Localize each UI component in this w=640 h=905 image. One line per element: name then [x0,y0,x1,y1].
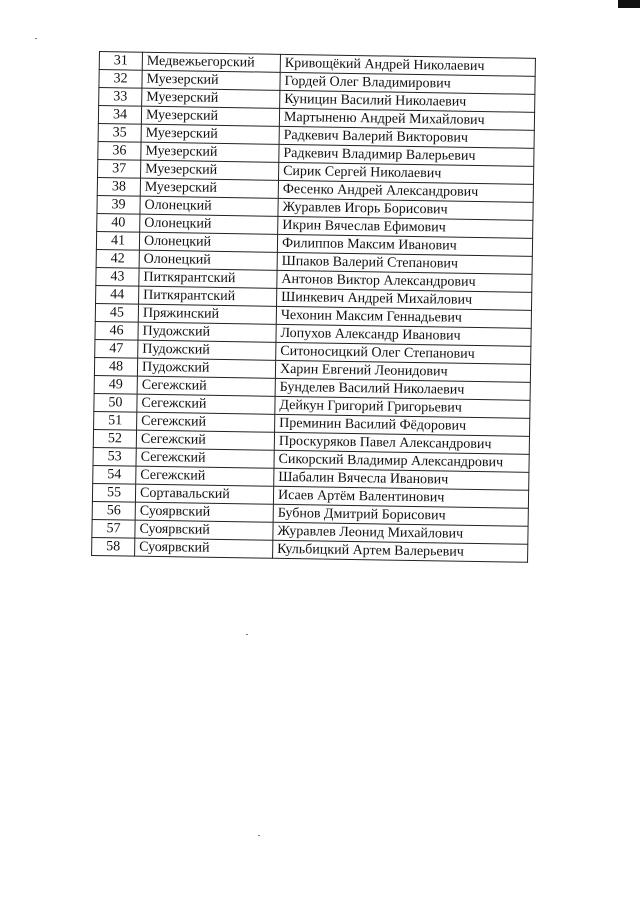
person-name-cell: Фесенко Андрей Александрович [278,180,533,202]
row-number-cell: 48 [94,357,137,376]
row-number-cell: 44 [96,285,139,304]
row-number-cell: 46 [95,321,138,340]
district-cell: Пудожский [138,340,276,360]
person-name-cell: Кривощёкий Андрей Николаевич [280,54,535,76]
district-cell: Медвежьегорский [142,52,280,72]
row-number-cell: 58 [92,537,135,556]
person-name-cell: Антонов Виктор Александрович [277,270,532,292]
person-name-cell: Сикорский Владимир Александрович [274,450,529,472]
row-number-cell: 39 [97,195,140,214]
row-number-cell: 55 [92,483,135,502]
row-number-cell: 34 [98,106,141,125]
row-number-cell: 43 [96,267,139,286]
row-number-cell: 57 [92,519,135,538]
district-cell: Питкярантский [139,286,277,306]
person-name-cell: Ситоносицкий Олег Степанович [276,342,531,364]
row-number-cell: 42 [96,249,139,268]
scan-speck [246,634,248,635]
row-number-cell: 51 [94,411,137,430]
district-cell: Пряжинский [138,304,276,324]
person-name-cell: Лопухов Александр Иванович [276,324,531,346]
row-number-cell: 37 [98,159,141,178]
person-name-cell: Куницин Василий Николаевич [280,90,535,112]
district-cell: Пудожский [137,358,275,378]
person-name-cell: Шинкевич Андрей Михайлович [277,288,532,310]
district-cell: Олонецкий [140,214,278,234]
person-name-cell: Бунделев Василий Николаевич [275,378,530,400]
table-body [92,52,536,563]
person-name-cell: Проскуряков Павел Александрович [274,432,529,454]
district-cell: Питкярантский [139,268,277,288]
district-cell: Олонецкий [140,196,278,216]
person-name-cell: Филиппов Максим Иванович [277,234,532,256]
person-name-cell: Журавлев Леонид Михайлович [273,522,528,544]
person-name-cell: Радкевич Валерий Викторович [279,126,534,148]
district-cell: Суоярвский [135,538,273,558]
district-cell: Суоярвский [135,520,273,540]
person-name-cell: Радкевич Владимир Валерьевич [279,144,534,166]
district-cell: Сегежский [136,430,274,450]
person-name-cell: Журавлев Игорь Борисович [278,198,533,220]
row-number-cell: 38 [97,177,140,196]
district-cell: Муезерский [141,124,279,144]
person-name-cell: Чехонин Максим Геннадьевич [276,306,531,328]
row-number-cell: 41 [96,231,139,250]
district-cell: Сегежский [137,394,275,414]
person-name-cell: Икрин Вячеслав Ефимович [278,216,533,238]
row-number-cell: 36 [98,141,141,160]
row-number-cell: 56 [92,501,135,520]
district-cell: Муезерский [142,88,280,108]
district-cell: Сегежский [136,466,274,486]
district-cell: Олонецкий [139,232,277,252]
row-number-cell: 32 [99,70,142,89]
district-representatives-table [91,51,536,563]
row-number-cell: 40 [97,213,140,232]
row-number-cell: 49 [94,375,137,394]
person-name-cell: Мартыненю Андрей Михайлович [279,108,534,130]
district-cell: Сортавальский [135,484,273,504]
district-cell: Муезерский [141,160,279,180]
person-name-cell: Сирик Сергей Николаевич [278,162,533,184]
district-cell: Сегежский [137,376,275,396]
person-name-cell: Исаев Артём Валентинович [273,486,528,508]
person-name-cell: Гордей Олег Владимирович [280,72,535,94]
row-number-cell: 47 [95,339,138,358]
district-cell: Муезерский [140,178,278,198]
row-number-cell: 54 [93,465,136,484]
row-number-cell: 50 [94,393,137,412]
person-name-cell: Шабалин Вячесла Иванович [274,468,529,490]
person-name-cell: Преминин Василий Фёдорович [275,414,530,436]
row-number-cell: 45 [95,303,138,322]
row-number-cell: 35 [98,123,141,142]
row-number-cell: 31 [99,52,142,71]
district-cell: Олонецкий [139,250,277,270]
district-cell: Муезерский [141,106,279,126]
person-name-cell: Дейкун Григорий Григорьевич [275,396,530,418]
scan-speck [258,835,260,836]
person-name-cell: Харин Евгений Леонидович [275,360,530,382]
person-name-cell: Кульбицкий Артем Валерьевич [273,540,528,562]
district-cell: Муезерский [142,70,280,90]
scan-speck [35,38,37,39]
district-cell: Муезерский [141,142,279,162]
district-cell: Сегежский [137,412,275,432]
district-cell: Пудожский [138,322,276,342]
person-name-cell: Шпаков Валерий Степанович [277,252,532,274]
row-number-cell: 33 [99,88,142,107]
scan-corner-mark [618,0,640,8]
person-name-cell: Бубнов Дмитрий Борисович [273,504,528,526]
district-cell: Суоярвский [135,502,273,522]
district-cell: Сегежский [136,448,274,468]
row-number-cell: 53 [93,447,136,466]
row-number-cell: 52 [93,429,136,448]
